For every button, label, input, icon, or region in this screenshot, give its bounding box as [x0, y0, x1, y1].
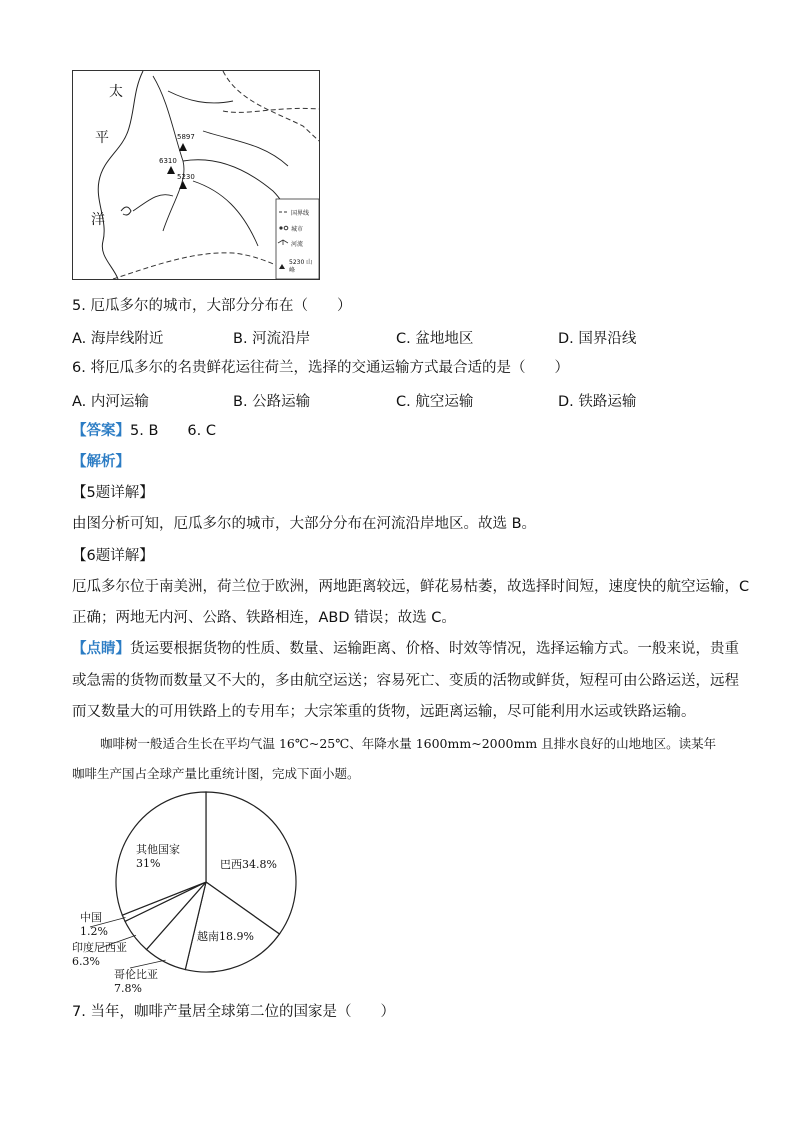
- legend-peak-label: 5230 山峰: [289, 259, 313, 274]
- ecuador-map: [72, 70, 320, 280]
- slice-pct-indonesia: 6.3%: [72, 955, 100, 968]
- detail6-line1: 厄瓜多尔位于南美洲，荷兰位于欧洲，两地距离较远，鲜花易枯萎，故选择时间短，速度快的航空运输，C: [72, 579, 750, 595]
- legend-city-label: 城市: [291, 226, 304, 233]
- slice-label-other: 其他国家: [136, 843, 180, 856]
- q5-option-d: D. 国界沿线: [558, 331, 637, 347]
- tip-line2: 或急需的货物而数量又不大的，多由航空运送；容易死亡、变质的活物或鲜货，短程可由公路运送，远程: [72, 673, 739, 689]
- legend-river-label: 河流: [291, 241, 304, 248]
- q6-option-d: D. 铁路运输: [558, 394, 637, 410]
- q6-option-c: C. 航空运输: [396, 394, 474, 410]
- legend-border-label: 国界线: [291, 210, 310, 217]
- peak-label-5230: 5230: [177, 173, 195, 181]
- pie-label-colombia: [114, 968, 158, 996]
- slice-pct-other: 31%: [136, 857, 161, 870]
- q6-stem: 6. 将厄瓜多尔的名贵鲜花运往荷兰，选择的交通运输方式最合适的是（ ）: [72, 360, 569, 376]
- intro-line1: 咖啡树一般适合生长在平均气温 16℃~25℃、年降水量 1600mm~2000mm 且排水良好的山地地区。读某年: [100, 736, 717, 751]
- pie-label-indonesia: [72, 941, 127, 969]
- slice-pct-china: 1.2%: [80, 925, 108, 938]
- map-label-yang: 洋: [91, 212, 105, 228]
- detail5-text: 由图分析可知，厄瓜多尔的城市，大部分分布在河流沿岸地区。故选 B。: [72, 516, 537, 532]
- slice-label-brazil: 巴西34.8%: [220, 858, 277, 871]
- q5-option-a: A. 海岸线附近: [72, 331, 164, 347]
- map-label-tai: 太: [109, 84, 123, 100]
- tip-line1: [72, 639, 739, 659]
- tip-text-1: 货运要根据货物的性质、数量、运输距离、价格、时效等情况，选择运输方式。一般来说，贵重: [130, 641, 739, 657]
- q6-option-a: A. 内河运输: [72, 394, 149, 410]
- intro-line2: 咖啡生产国占全球产量比重统计图，完成下面小题。: [72, 766, 360, 781]
- detail6-line2: 正确；两地无内河、公路、铁路相连，ABD 错误；故选 C。: [72, 610, 456, 626]
- map-svg: [73, 71, 319, 279]
- answer-line: [72, 421, 216, 441]
- slice-label-china: 中国: [80, 911, 102, 924]
- coastline: [98, 71, 143, 279]
- answer-text: 5. B 6. C: [130, 423, 216, 439]
- peak-label-5897: 5897: [177, 133, 195, 141]
- q5-option-b: B. 河流沿岸: [233, 331, 311, 347]
- tip-tag: 【点睛】: [72, 641, 130, 657]
- q6-option-b: B. 公路运输: [233, 394, 311, 410]
- peak-label-6310: 6310: [159, 157, 177, 165]
- slice-label-colombia: 哥伦比亚: [114, 968, 158, 981]
- answer-tag: 【答案】: [72, 423, 130, 439]
- map-label-ping: 平: [95, 130, 109, 146]
- analysis-tag: 【解析】: [72, 454, 130, 470]
- q7-stem: 7. 当年，咖啡产量居全球第二位的国家是（ ）: [72, 1004, 395, 1020]
- tip-line3: 而又数量大的可用铁路上的专用车；大宗笨重的货物，远距离运输，尽可能利用水运或铁路运输。: [72, 704, 696, 720]
- slice-pct-colombia: 7.8%: [114, 982, 142, 995]
- q5-stem: 5. 厄瓜多尔的城市，大部分分布在（ ）: [72, 298, 352, 314]
- q5-option-c: C. 盆地地区: [396, 331, 474, 347]
- peak-5897: [179, 143, 187, 151]
- detail6-tag: 【6题详解】: [72, 548, 154, 564]
- slice-label-vietnam: 越南18.9%: [197, 930, 254, 943]
- peak-5230: [179, 181, 187, 189]
- pie-label-china: [80, 911, 108, 939]
- pie-leader-2: [130, 960, 166, 968]
- slice-label-indonesia: 印度尼西亚: [72, 941, 127, 954]
- analysis-line: [72, 452, 130, 472]
- pie-label-other: [136, 843, 180, 871]
- detail5-tag: 【5题详解】: [72, 485, 154, 501]
- peak-6310: [167, 166, 175, 174]
- pie-slices: [116, 792, 296, 972]
